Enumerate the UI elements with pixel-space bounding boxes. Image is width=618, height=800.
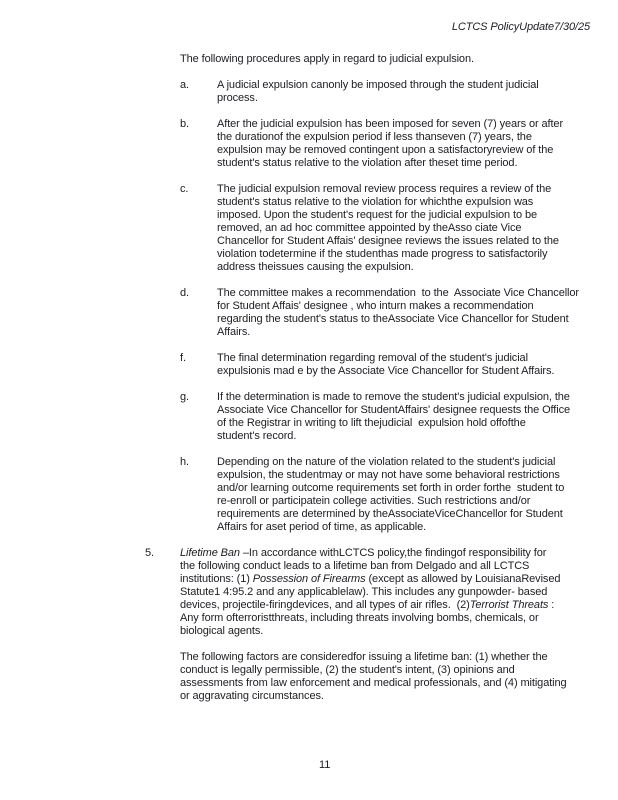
header-date-line: LCTCS PolicyUpdate7/30/25	[451, 21, 590, 33]
item5-line: biological agents.	[180, 625, 264, 637]
list-marker: h.	[180, 456, 189, 468]
line-text: institutions: (1)	[180, 573, 253, 585]
line-text: :	[548, 599, 555, 611]
list-item-c	[180, 183, 610, 274]
list-marker: a.	[180, 79, 189, 91]
list-item-b	[180, 118, 610, 170]
list-item-text: After the judicial expulsion has been imposed for seven (7) years or after the durationof the expulsion period if less thanseven (7) years, the expulsion may be removed contingent upon a satisfactoryreview of the student's status relative to the violation after theset time period.	[217, 118, 564, 169]
item5-line	[180, 599, 560, 612]
list-marker: f.	[180, 352, 186, 364]
list-item-d	[180, 287, 610, 339]
intro-paragraph: The following procedures apply in regard to judicial expulsion.	[180, 53, 474, 65]
list-item-text: A judicial expulsion canonly be imposed through the student judicial process.	[217, 79, 539, 104]
list-item-g	[180, 391, 610, 443]
item5-line: the following conduct leads to a lifetime ban from Delgado and all LCTCS	[180, 560, 530, 572]
list-marker: b.	[180, 118, 189, 130]
list-item-text: The final determination regarding removal of the student's judicial expulsionis mad e by the Associate Vice Chancellor for Student Affairs.	[217, 352, 555, 377]
list-item-h	[180, 456, 610, 534]
italic-term: Lifetime Ban	[180, 547, 243, 559]
list-item-text	[180, 547, 560, 638]
list-item-f	[180, 352, 610, 378]
list-item-text: If the determination is made to remove the student's judicial expulsion, the Associate Vice Chancellor for StudentAffairs' designee requests the Office of the Registrar in writing to lift thejudicial expulsion hold offofthe student's record.	[217, 391, 571, 442]
closing-paragraph: The following factors are consideredfor issuing a lifetime ban: (1) whether the conduct is legally permissible, (2) the student's intent, (3) opinions and assessments from law enforcement and medical professionals, and (4) mitigating or aggravating circumstances.	[180, 651, 567, 702]
item5-line	[180, 573, 560, 586]
line-text: (except as allowed by LouisianaRevised	[365, 573, 561, 585]
list-marker: g.	[180, 391, 189, 403]
list-item-text: The committee makes a recommendation to the Associate Vice Chancellor for Student Affais' designee , who inturn makes a recommendation regarding the student's status to theAssociate Vice Chancellor for Student Affairs.	[217, 287, 579, 338]
document-body	[145, 53, 610, 703]
line-text: devices, projectile-firingdevices, and all types of air rifles. (2)	[180, 599, 470, 611]
list-item-text: The judicial expulsion removal review process requires a review of the student's status relative to the violation for whichthe expulsion was imposed. Upon the student's request for the judicial expulsion to be removed, an ad hoc committee appointed by theAsso ciate Vice Chancellor for Student Affais' designee reviews the issues related to the violation todetermine if the studenthas made progress to satisfactorily address theissues causing the expulsion.	[217, 183, 559, 273]
item5-line	[180, 547, 560, 560]
italic-term: Possession of Firearms	[252, 573, 366, 585]
list-marker: d.	[180, 287, 189, 299]
list-item-5-lifetime-ban	[145, 547, 610, 638]
list-item-a	[180, 79, 610, 105]
item5-line: Any form ofterroristthreats, including threats involving bombs, chemicals, or	[180, 612, 539, 624]
italic-term: Terrorist Threats	[469, 599, 549, 611]
list-marker: 5.	[145, 547, 154, 559]
line-text: –In accordance withLCTCS policy,the findingof responsibility for	[242, 547, 547, 559]
list-item-text: Depending on the nature of the violation related to the student's judicial expulsion, the studentmay or may not have some behavioral restrictions and/or learning outcome requirements set forth in order forthe student to re-enroll or participatein college activities. Such restrictions and/or requirements are determined by theAssociateViceChancellor for Student Affairs for aset period of time, as applicable.	[217, 456, 565, 533]
item5-line: Statute1 4:95.2 and any applicablelaw). This includes any gunpowder- based	[180, 586, 548, 598]
page-number: 11	[319, 759, 331, 771]
list-marker: c.	[180, 183, 189, 195]
